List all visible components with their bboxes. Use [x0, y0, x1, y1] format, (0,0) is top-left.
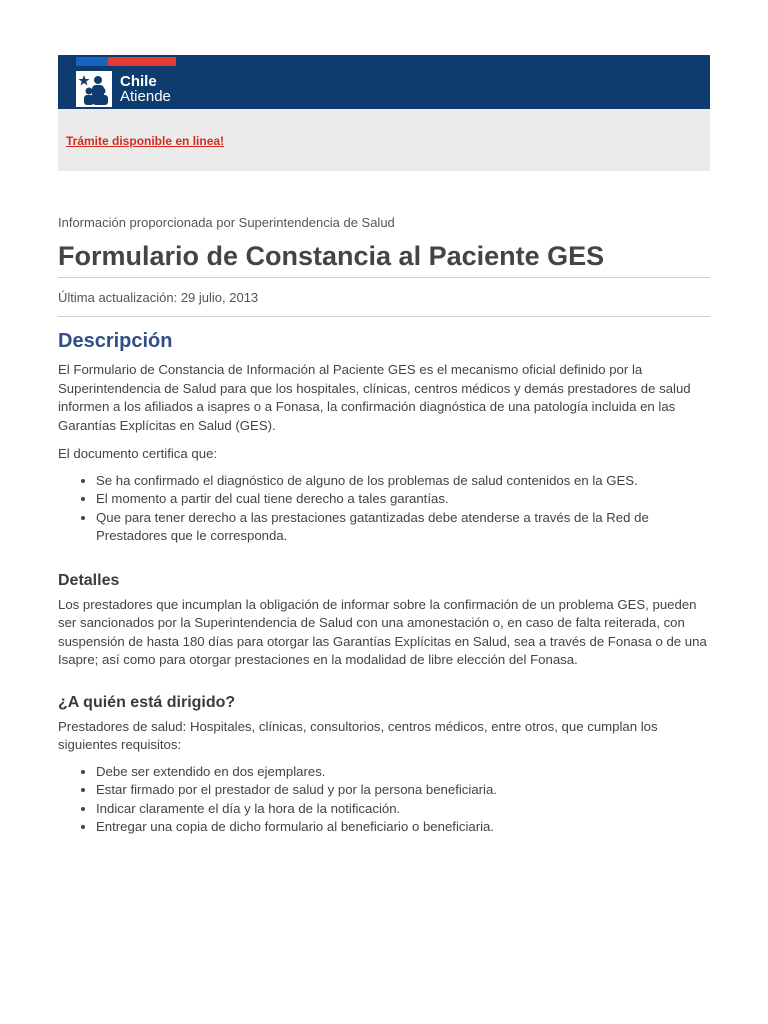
details-paragraph: Los prestadores que incumplan la obligación de informar sobre la confirmación de un problema GES, pueden ser sancionados por la Superintendencia de Salud con una amonestación o, en caso de falta reiterada, con suspensión de hasta 180 días para otorgar las Garantías Explícitas en Salud, sea a través de Fonasa o de una Isapre; así como para otorgar prestaciones en la modalidad de libre elección del Fonasa. [58, 596, 707, 667]
last-updated: Última actualización: 29 julio, 2013 [58, 290, 259, 305]
online-procedure-link[interactable]: Trámite disponible en linea! [66, 134, 225, 148]
list-item: • Debe ser extendido en dos ejemplares. [96, 763, 710, 782]
list-item: • Que para tener derecho a las prestaciones gatantizadas debe atenderse a través de la Red de Prestadores que le corresponda. [96, 509, 710, 546]
family-icon [76, 71, 112, 107]
title-divider [58, 277, 710, 278]
list-item: • Entregar una copia de dicho formulario al beneficiario o beneficiaria. [96, 818, 710, 837]
logo-line1: Chile [120, 72, 157, 90]
page [58, 55, 710, 834]
provider-info: Información proporcionada por Superintendencia de Salud [58, 215, 395, 230]
logo-line2: Atiende [120, 87, 171, 105]
main-content [58, 326, 710, 837]
flag-strip [76, 57, 176, 66]
requirements-list [58, 763, 710, 837]
list-item: • Se ha confirmado el diagnóstico de alguno de los problemas de salud contenidos en la GES. [96, 472, 710, 491]
flag-red-segment [108, 57, 176, 66]
list-item: • El momento a partir del cual tiene derecho a tales garantías. [96, 490, 710, 509]
header-bar [58, 55, 710, 109]
audience-paragraph: Prestadores de salud: Hospitales, clínicas, consultorios, centros médicos, entre otros, que cumplan los siguientes requisitos: [58, 718, 658, 752]
description-heading: Descripción [58, 330, 173, 352]
updated-divider [58, 316, 710, 317]
chileatiende-logo[interactable] [76, 70, 171, 107]
page-title: Formulario de Constancia al Paciente GES [58, 241, 605, 271]
description-paragraph: El Formulario de Constancia de Información al Paciente GES es el mecanismo oficial definido por la Superintendencia de Salud para que los hospitales, clínicas, centros médicos y demás prestadores de salud informen a los afiliados a isapres o a Fonasa, la confirmación diagnóstica de una patología incluida en las Garantías Explícitas en Salud (GES). [58, 362, 691, 433]
logo-text [120, 74, 171, 104]
list-item: • Indicar claramente el día y la hora de la notificación. [96, 800, 710, 819]
certifies-list [58, 472, 710, 546]
certifies-intro: El documento certifica que: [58, 446, 218, 461]
details-heading: Detalles [58, 571, 120, 589]
flag-blue-segment [76, 57, 108, 66]
audience-heading: ¿A quién está dirigido? [58, 693, 236, 711]
list-item: • Estar firmado por el prestador de salud y por la persona beneficiaria. [96, 781, 710, 800]
